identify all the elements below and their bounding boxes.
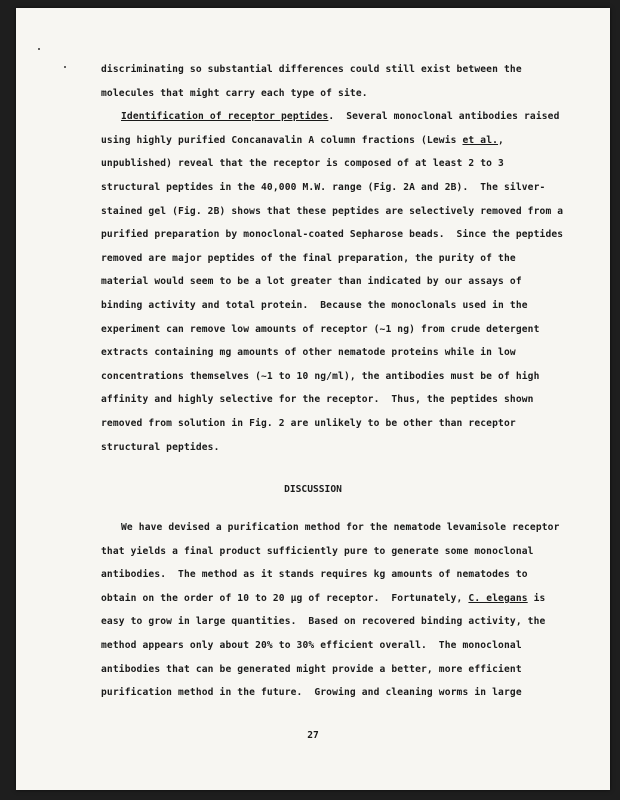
text-fragment: obtain on the order of 10 to 20 μg of receptor. Fortunately,: [101, 592, 469, 604]
text-line: purification method in the future. Growing and cleaning worms in large: [101, 687, 522, 699]
document-page: [16, 8, 610, 790]
citation-et-al: et al.: [462, 134, 499, 146]
scan-speck: [64, 66, 66, 68]
text-line: molecules that might carry each type of site.: [101, 87, 368, 99]
subsection-heading: Identification of receptor peptides: [121, 111, 329, 123]
text-line: concentrations themselves (~1 to 10 ng/ml), the antibodies must be of high: [101, 370, 540, 382]
discussion-text: [101, 516, 601, 705]
text-line: removed from solution in Fig. 2 are unlikely to be other than receptor: [101, 417, 516, 429]
text-line: extracts containing mg amounts of other nematode proteins while in low: [101, 347, 516, 359]
text-line: material would seem to be a lot greater than indicated by our assays of: [101, 276, 522, 288]
subsection-heading-line: [101, 105, 601, 129]
text-fragment: using highly purified Concanavalin A column fractions (Lewis: [101, 134, 463, 146]
section-heading-discussion: DISCUSSION: [284, 484, 342, 495]
text-line: discriminating so substantial differences could still exist between the: [101, 64, 522, 75]
species-name: C. elegans: [468, 592, 528, 604]
text-line: binding activity and total protein. Because the monoclonals used in the: [101, 299, 528, 311]
text-line: structural peptides.: [101, 441, 220, 453]
text-fragment: is: [527, 592, 546, 604]
body-text: [101, 58, 601, 459]
text-line: experiment can remove low amounts of receptor (~1 ng) from crude detergent: [101, 323, 540, 335]
page-number: 27: [307, 730, 319, 741]
text-line: [101, 129, 601, 153]
text-line: antibodies that can be generated might provide a better, more efficient: [101, 663, 522, 675]
text-line: that yields a final product sufficiently pure to generate some monoclonal: [101, 545, 534, 557]
text-line: stained gel (Fig. 2B) shows that these peptides are selectively removed from a: [101, 205, 564, 217]
scan-speck: [38, 48, 40, 50]
text-line: unpublished) reveal that the receptor is composed of at least 2 to 3: [101, 158, 504, 170]
text-line: [101, 587, 601, 611]
text-fragment: ,: [498, 134, 504, 146]
text-line: structural peptides in the 40,000 M.W. range (Fig. 2A and 2B). The silver-: [101, 181, 546, 193]
text-line: purified preparation by monoclonal-coated Sepharose beads. Since the peptides: [101, 229, 564, 241]
text-line: affinity and highly selective for the receptor. Thus, the peptides shown: [101, 394, 534, 406]
text-fragment: . Several monoclonal antibodies raised: [328, 111, 560, 123]
text-line: method appears only about 20% to 30% efficient overall. The monoclonal: [101, 639, 522, 651]
text-line: removed are major peptides of the final preparation, the purity of the: [101, 252, 516, 264]
text-line: antibodies. The method as it stands requires kg amounts of nematodes to: [101, 569, 528, 581]
text-line: easy to grow in large quantities. Based on recovered binding activity, the: [101, 616, 546, 628]
text-line: We have devised a purification method for the nematode levamisole receptor: [121, 522, 560, 533]
